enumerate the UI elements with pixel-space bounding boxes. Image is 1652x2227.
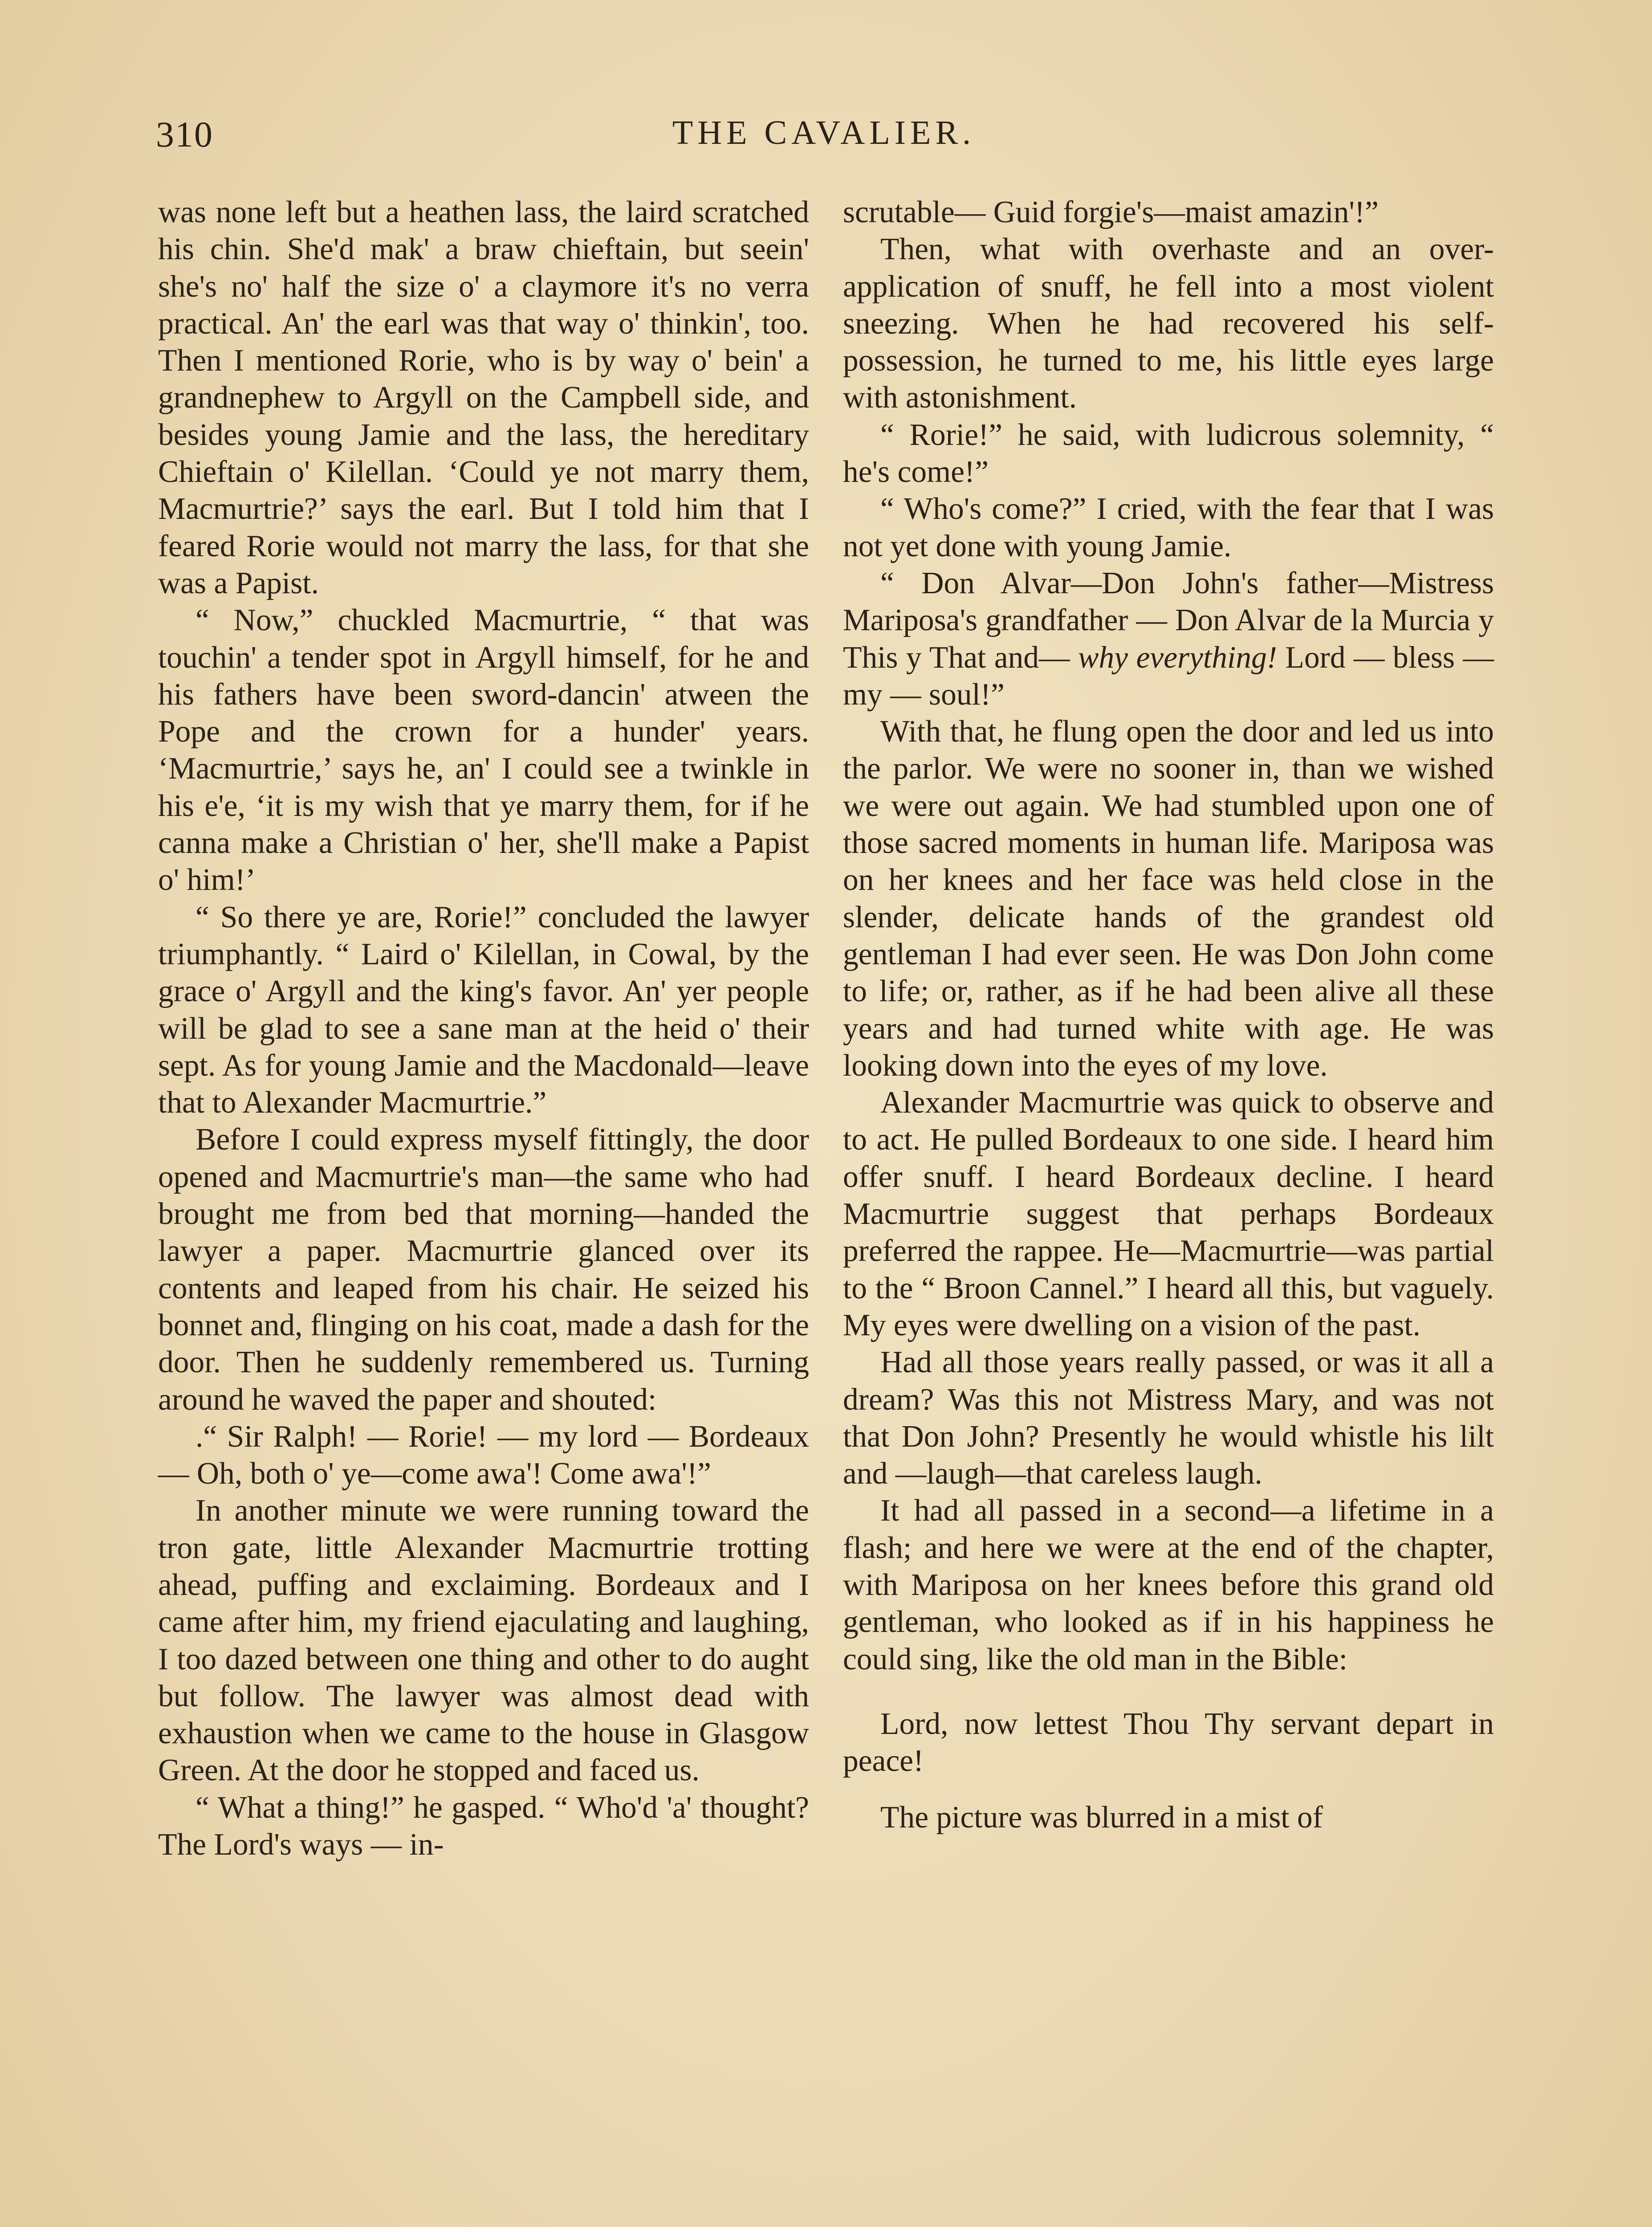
paragraph: It had all passed in a second—a lifetime in a flash; and here we were at the end of the chapter, with Mariposa on her knees before this grand old gentleman, who looked as if in his happiness he could sing, like the old man in the Bible: [843,1493,1494,1676]
left-column [158,194,809,1863]
paragraph: Before I could express myself fittingly, the door opened and Macmurtrie's man—the same who had brought me from bed that morning—handed the lawyer a paper. Macmurtrie glanced over its contents and leaped from his chair. He seized his bonnet and, flinging on his coat, made a dash for the door. Then he suddenly remembered us. Turning around he waved the paper and shouted: [158,1122,809,1417]
right-column [843,194,1494,1836]
paragraph: was none left but a heathen lass, the laird scratched his chin. She'd mak' a braw chieftain, but seein' she's no' half the size o' a claymore it's no verra practical. An' the earl was that way o' thinkin', too. Then I mentioned Rorie, who is by way o' bein' a grandnephew to Argyll on the Campbell side, and besides young Jamie and the lass, the hereditary Chieftain o' Kilellan. ‘Could ye not marry them, Macmurtrie?’ says the earl. But I told him that I feared Rorie would not marry the lass, for that she was a Papist. [158,195,809,600]
verse-quote: Lord, now lettest Thou Thy servant depart in peace! [843,1706,1494,1778]
paragraph: “ Rorie!” he said, with ludicrous solemnity, “ he's come!” [843,417,1494,489]
running-head: THE CAVALIER. [672,114,976,151]
paragraph: Then, what with overhaste and an over-application of snuff, he fell into a most violent sneezing. When he had recovered his self-possession, he turned to me, his little eyes large with astonishment. [843,232,1494,415]
paragraph: .“ Sir Ralph! — Rorie! — my lord — Bordeaux— Oh, both o' ye—come awa'! Come awa'!” [158,1419,809,1491]
paragraph: With that, he flung open the door and led us into the parlor. We were no sooner in, than we wished we were out again. We had stumbled upon one of those sacred moments in human life. Mariposa was on her knees and her face was held close in the slender, delicate hands of the grandest old gentleman I had ever seen. He was Don John come to life; or, rather, as if he had been alive all these years and had turned white with age. He was looking down into the eyes of my love. [843,714,1494,1083]
page-header [156,114,1492,163]
paragraph-text: “ Don Alvar—Don John's father—Mistress Mariposa's grandfather — Don Alvar de la Murcia y This y That and— [843,566,1494,675]
paragraph: Alexander Macmurtrie was quick to observe and to act. He pulled Bordeaux to one side. I heard him offer snuff. I heard Bordeaux decline. I heard Macmurtrie suggest that perhaps Bordeaux preferred the rappee. He—Macmurtrie—was partial to the “ Broon Cannel.” I heard all this, but vaguely. My eyes were dwelling on a vision of the past. [843,1085,1494,1342]
paragraph: “ Who's come?” I cried, with the fear that I was not yet done with young Jamie. [843,492,1494,563]
paragraph: “ So there ye are, Rorie!” concluded the lawyer triumphantly. “ Laird o' Kilellan, in Cowal, by the grace o' Argyll and the king's favor. An' yer people will be glad to see a sane man at the heid o' their sept. As for young Jamie and the Macdonald—leave that to Alexander Macmurtrie.” [158,900,809,1120]
paragraph: In another minute we were running toward the tron gate, little Alexander Macmurtrie trotting ahead, puffing and exclaiming. Bordeaux and I came after him, my friend ejaculating and laughing, I too dazed between one thing and other to do aught but follow. The lawyer was almost dead with exhaustion when we came to the house in Glasgow Green. At the door he stopped and faced us. [158,1493,809,1788]
paragraph: “ Now,” chuckled Macmurtrie, “ that was touchin' a tender spot in Argyll himself, for he and his fathers have been sword-dancin' atween the Pope and the crown for a hunder' years. ‘Macmurtrie,’ says he, an' I could see a twinkle in his e'e, ‘it is my wish that ye marry them, for if he canna make a Christian o' her, she'll make a Papist o' him!’ [158,603,809,897]
paragraph: scrutable— Guid forgie's—maist amazin'!” [843,195,1379,229]
paragraph: “ What a thing!” he gasped. “ Who'd 'a' thought? The Lord's ways — in- [158,1790,809,1862]
paragraph: Had all those years really passed, or was it all a dream? Was this not Mistress Mary, and was not that Don John? Presently he would whistle his lilt and —laugh—that careless laugh. [843,1345,1494,1491]
paragraph [843,565,1494,713]
page-number: 310 [156,114,213,155]
italic-text: why everything! [1078,640,1278,675]
paragraph: The picture was blurred in a mist of [880,1800,1323,1835]
paragraph-text: Lord — bless — my — soul!” [843,640,1494,712]
